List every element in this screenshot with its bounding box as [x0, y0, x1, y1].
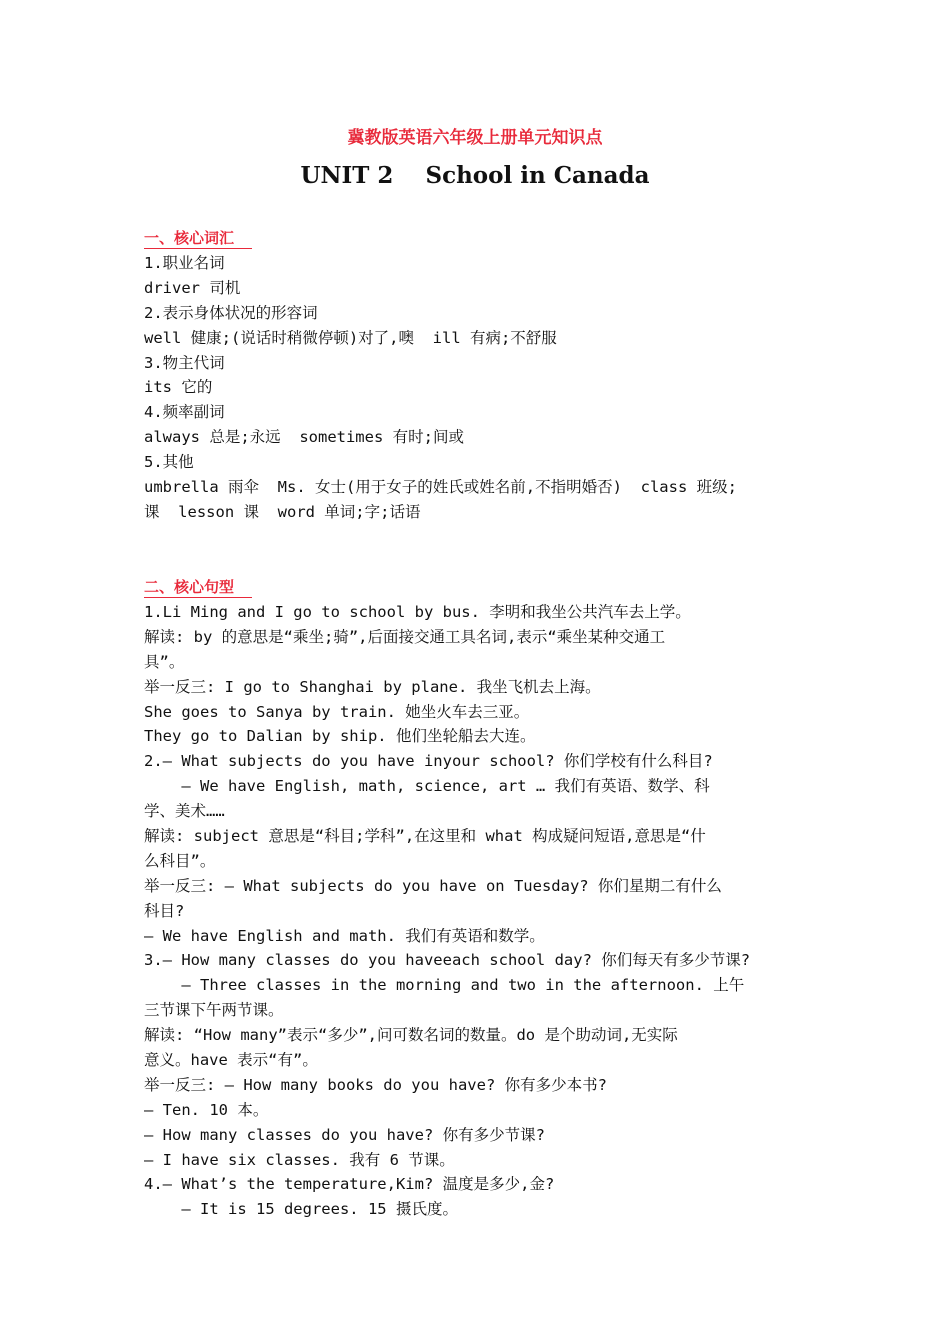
sentence-line: 举一反三: — How many books do you have? 你有多少本书?: [144, 1075, 607, 1094]
vocabulary-line: 4.频率副词: [144, 403, 225, 422]
vocabulary-line: its 它的: [144, 378, 213, 397]
unit-title: UNIT 2 School in Canada: [300, 162, 650, 189]
sentence-line: 4.— What’s the temperature,Kim? 温度是多少,金?: [144, 1175, 555, 1194]
section-heading-vocabulary: 一、核心词汇: [144, 228, 252, 249]
sentence-line: 解读: subject 意思是“科目;学科”,在这里和 what 构成疑问短语,意思是“什: [144, 827, 706, 846]
vocabulary-line: 3.物主代词: [144, 353, 225, 372]
sentence-line: 2.— What subjects do you have inyour school? 你们学校有什么科目?: [144, 752, 713, 771]
sentence-line: 解读: “How many”表示“多少”,问可数名词的数量。do 是个助动词,无实际: [144, 1026, 678, 1045]
vocabulary-line: 课 lesson 课 word 单词;字;话语: [144, 502, 421, 521]
vocabulary-line: 1.职业名词: [144, 254, 225, 272]
vocabulary-line: well 健康;(说话时稍微停顿)对了,噢 ill 有病;不舒服: [144, 328, 557, 347]
sentence-line: — We have English, math, science, art … 我们有英语、数学、科: [144, 777, 710, 796]
sentence-line: 科目?: [144, 901, 185, 920]
section-heading-sentences: 二、核心句型: [144, 577, 252, 598]
sentence-line: — Three classes in the morning and two in the afternoon. 上午: [144, 976, 745, 995]
document-title: 冀教版英语六年级上册单元知识点: [347, 128, 603, 148]
sentence-line: 意义。have 表示“有”。: [144, 1051, 318, 1070]
vocabulary-list: [144, 251, 820, 525]
sentence-line: She goes to Sanya by train. 她坐火车去三亚。: [144, 702, 530, 721]
vocabulary-line: umbrella 雨伞 Ms. 女士(用于女子的姓氏或姓名前,不指明婚否) class 班级;: [144, 478, 737, 497]
vocabulary-line: driver 司机: [144, 278, 241, 297]
sentence-line: 三节课下午两节课。: [144, 1001, 284, 1020]
sentence-line: 3.— How many classes do you haveeach school day? 你们每天有多少节课?: [144, 951, 751, 970]
sentence-line: — How many classes do you have? 你有多少节课?: [144, 1125, 545, 1144]
sentence-line: — I have six classes. 我有 6 节课。: [144, 1150, 455, 1169]
sentence-pattern-list: [144, 600, 820, 1222]
sentence-line: 解读: by 的意思是“乘坐;骑”,后面接交通工具名词,表示“乘坐某种交通工: [144, 627, 666, 646]
vocabulary-line: always 总是;永远 sometimes 有时;间或: [144, 428, 464, 447]
sentence-line: 学、美术……: [144, 802, 225, 821]
sentence-line: 具”。: [144, 652, 185, 671]
vocabulary-line: 2.表示身体状况的形容词: [144, 303, 318, 322]
sentence-line: They go to Dalian by ship. 他们坐轮船去大连。: [144, 727, 536, 746]
vocabulary-line: 5.其他: [144, 453, 194, 472]
sentence-line: 么科目”。: [144, 851, 216, 870]
sentence-line: 举一反三: I go to Shanghai by plane. 我坐飞机去上海。: [144, 677, 601, 696]
sentence-line: 举一反三: — What subjects do you have on Tuesday? 你们星期二有什么: [144, 876, 722, 895]
sentence-line: — It is 15 degrees. 15 摄氏度。: [144, 1200, 458, 1219]
sentence-line: — We have English and math. 我们有英语和数学。: [144, 926, 545, 945]
sentence-line: — Ten. 10 本。: [144, 1100, 269, 1119]
sentence-line: 1.Li Ming and I go to school by bus. 李明和我坐公共汽车去上学。: [144, 603, 691, 621]
